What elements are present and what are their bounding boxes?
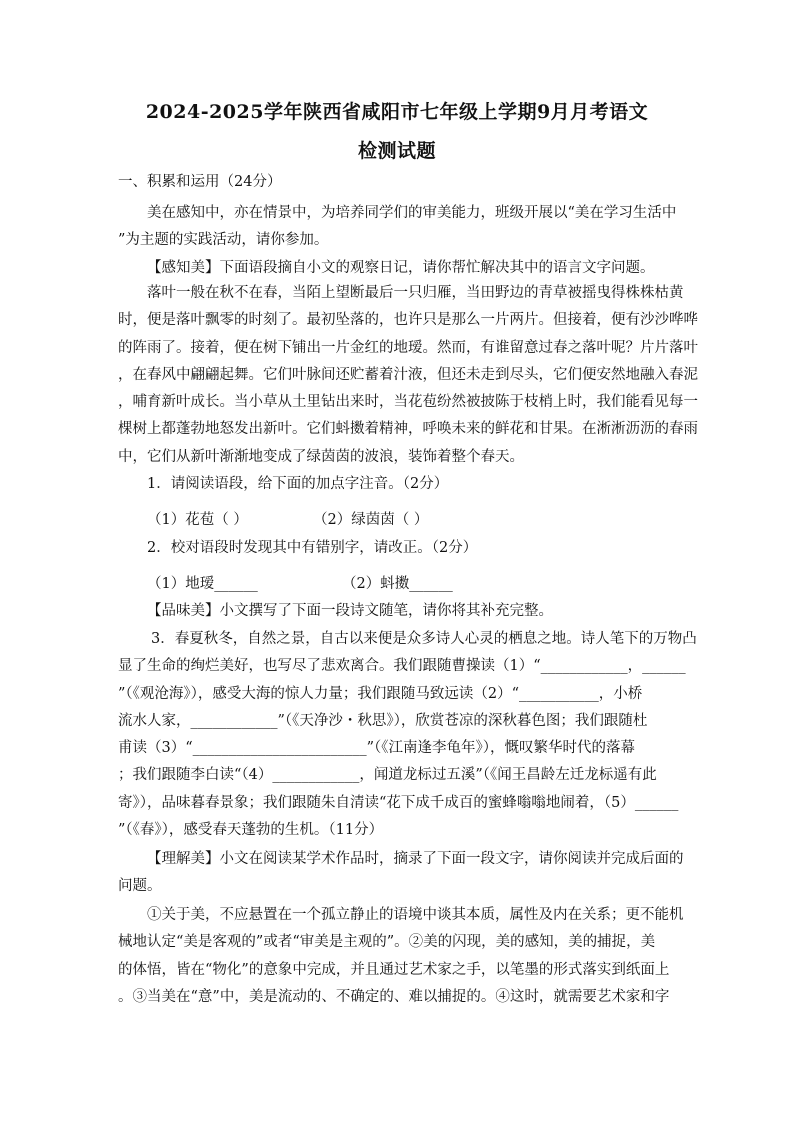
question-3-line: ”（《观沧海》），感受大海的惊人力量；我们跟随马致远读（2）“___________，小桥 [118,685,643,702]
excerpt-line: 。③当美在“意”中，美是流动的、不确定的、难以捕捉的。④这时，就需要艺术家和字 [118,988,670,1005]
question-2: 2．校对语段时发现其中有错别字，请改正。（2分） [147,540,478,556]
question-3-line: 寄》），品味暮春景象；我们跟随朱自清读“花下成千成百的蜜蜂嗡嗡地闹着，（5）______ [118,794,679,811]
passage-line: 中，它们从新叶渐渐地变成了绿茵茵的波浪，装饰着整个春天。 [118,448,524,465]
document-subtitle: 检测试题 [357,140,436,162]
excerpt-line: 的体悟，皆在“物化”的意象中完成，并且通过艺术家之手，以笔墨的形式落实到纸面上 [118,961,670,978]
question-1-item-a: （1）花苞（ ） [147,512,248,528]
intro-paragraph [118,200,678,255]
section-heading: 一、积累和运用（24分） [118,174,282,190]
question-3-line: 甫读（3）“________________________”（《江南逢李龟年》），慨叹繁华时代的落幕 [118,740,636,757]
lijie-paragraph [118,846,684,901]
passage-paragraph [118,280,698,471]
excerpt-line: ①关于美，不应悬置在一个孤立静止的语境中谈其本质，属性及内在关系；更不能机 [147,907,684,923]
question-3-line: 流水人家，____________”（《天净沙・秋思》），欣赏苍凉的深秋暮色图；我们跟随杜 [118,712,648,729]
intro-line: 美在感知中，亦在情景中，为培养同学们的审美能力，班级开展以“美在学习生活中 [147,205,677,221]
passage-line: ，哺育新叶成长。当小草从土里钻出来时，当花苞纷然被披陈于枝梢上时，我们能看见每一 [118,394,698,411]
lijie-line: 问题。 [118,878,162,895]
pinwei-heading: 【品味美】小文撰写了下面一段诗文随笔，请你将其补充完整。 [147,603,553,619]
passage-line: 时，便是落叶飘零的时刻了。最初坠落的，也许只是那么一片两片。但接着，便有沙沙哗哗 [118,312,698,329]
question-3-line: ；我们跟随李白读“（4）____________，闻道龙标过五溪”（《闻王昌龄左迁龙标遥有此 [118,767,657,784]
question-1-item-b: （2）绿茵茵（ ） [313,512,429,528]
question-1: 1．请阅读语段，给下面的加点字注音。（2分） [147,476,449,492]
passage-line: 棵树上都蓬勃地怒发出新叶。它们蚪擞着精神，呼唤未来的鲜花和甘果。在淅淅沥沥的春雨 [118,421,698,438]
passage-line: 落叶一般在秋不在春，当陌上望断最后一只归雁，当田野边的青草被摇曳得株株枯黄 [147,285,684,301]
question-3-paragraph [118,626,697,844]
question-3-line: 3．春夏秋冬，自然之景，自古以来便是众多诗人心灵的栖息之地。诗人笔下的万物凸 [151,631,697,647]
intro-line: ”为主题的实践活动，请你参加。 [118,232,329,249]
question-3-line: ”（《春》），感受春天蓬勃的生机。（11分） [118,822,384,839]
lijie-line: 【理解美】小文在阅读某学术作品时，摘录了下面一段文字，请你阅读并完成后面的 [147,851,684,867]
question-2-item-a: （1）地瑷______ [147,576,258,592]
document-title: 2024-2025学年陕西省咸阳市七年级上学期9月月考语文 [145,101,649,123]
question-3-line: 显了生命的绚烂美好，也写尽了悲欢离合。我们跟随曹操读（1）“____________，______ [118,658,686,675]
ganzhi-heading: 【感知美】下面语段摘自小文的观察日记，请你帮忙解决其中的语言文字问题。 [147,260,655,276]
excerpt-line: 械地认定“美是客观的”或者“审美是主观的”。②美的闪现，美的感知，美的捕捉，美 [118,934,656,951]
passage-line: ，在春风中翩翩起舞。它们叶脉间还贮蓄着汁液，但还未走到尽头，它们便安然地融入春泥 [118,366,698,383]
passage-line: 的阵雨了。接着，便在树下铺出一片金红的地瑷。然而，有谁留意过春之落叶呢？片片落叶 [118,339,698,356]
excerpt-paragraph [118,902,684,1011]
question-2-item-b: （2）蚪擞______ [342,576,453,592]
